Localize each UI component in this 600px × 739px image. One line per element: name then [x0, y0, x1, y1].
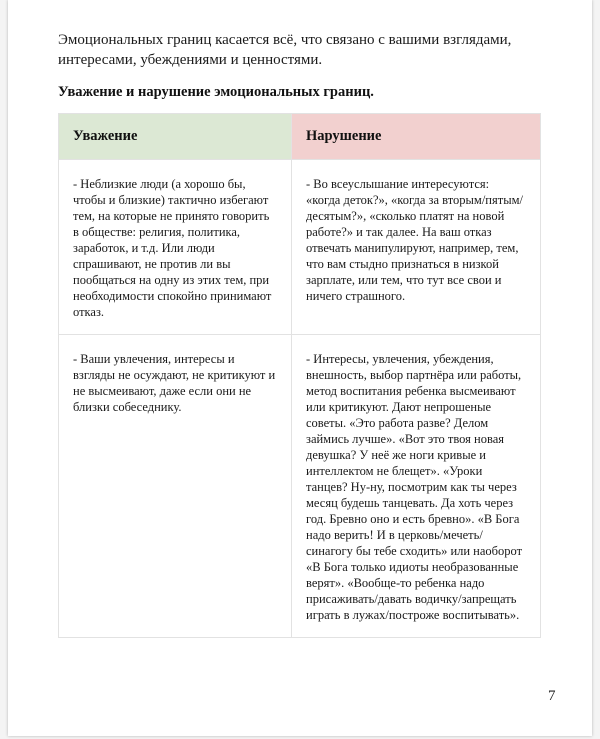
table-row — [59, 335, 541, 638]
respect-cell: - Неблизкие люди (а хорошо бы, чтобы и близкие) тактично избегают тем, на которые не принято говорить в обществе: религия, политика, заработок, и т.д. Или люди спрашивают, не против ли вы пообщаться на одну из этих тем, при необходимости спокойно принимают отказ. — [59, 160, 292, 335]
respect-column-header: Уважение — [59, 114, 292, 160]
table-row — [59, 160, 541, 335]
violation-cell: - Интересы, увлечения, убеждения, внешность, выбор партнёра или работы, метод воспитания ребенка высмеивают или критикуют. Дают непрошеные советы. «Это работа разве? Делом займись лучше». «Вот это твоя новая девушка? У неё же ноги кривые и интеллектом не блещет». «Уроки танцев? Ну-ну, посмотрим как ты через месяц будешь танцевать. Да хоть через год. Бревно оно и есть бревно». «В Бога надо верить! И в церковь/мечеть/синагогу бы тебе сходить» или наоборот «В Бога только идиоты необразованные верят». «Вообще-то ребенка надо присаживать/давать водичку/запрещать играть в лужах/построже воспитывать». — [292, 335, 541, 638]
table-header-row — [59, 114, 541, 160]
page-number: 7 — [548, 688, 556, 704]
boundaries-table — [58, 113, 541, 638]
document-page — [8, 0, 592, 736]
violation-column-header: Нарушение — [292, 114, 541, 160]
violation-cell: - Во всеуслышание интересуются: «когда деток?», «когда за вторым/пятым/десятым?», «сколько платят на новой работе?» и так далее. На ваш отказ отвечать манипулируют, например, тем, что вам стыдно признаться в низкой зарплате, или тем, что тут все свои и ничего страшного. — [292, 160, 541, 335]
intro-paragraph: Эмоциональных границ касается всё, что связано с вашими взглядами, интересами, убеждениями и ценностями. — [58, 32, 512, 68]
respect-cell: - Ваши увлечения, интересы и взгляды не осуждают, не критикуют и не высмеивают, даже если они не близки собеседнику. — [59, 335, 292, 638]
section-heading: Уважение и нарушение эмоциональных границ. — [58, 84, 374, 100]
